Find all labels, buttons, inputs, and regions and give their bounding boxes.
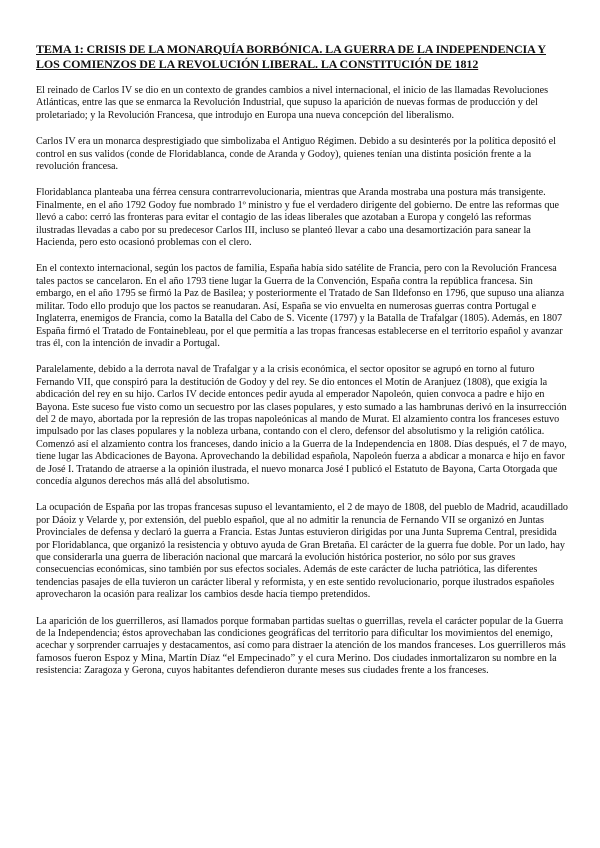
document-title: TEMA 1: CRISIS DE LA MONARQUÍA BORBÓNICA. LA GUERRA DE LA INDEPENDENCIA Y LOS COMIENZOS DE LA REVOLUCIÓN LIBERAL. LA CONSTITUCIÓN DE 1812 [36,42,547,71]
paragraph-carlos-iv-validos: Carlos IV era un monarca desprestigiado que simbolizaba el Antiguo Régimen. Debido a su desinterés por la política depositó el control en sus validos (conde de Floridablanca, conde de Aranda y Godoy), quienes tenían una distinta posición frente a la revolución francesa. [36,136,556,173]
paragraph-guerrilleros [36,616,570,678]
paragraph-occupation-juntas: La ocupación de España por las tropas francesas supuso el levantamiento, el 2 de mayo de 1808, del pueblo de Madrid, acaudillado por Dáoiz y Velarde y, por extensión, del pueblo español, que al no admitir la renuncia de Fernando VII se organizó en Juntas Provinciales de defensa y declaró la guerra a Francia. Estas Juntas estuvieron dirigidas por una Junta Suprema Central, presidida por Floridablanca, que organizó la resistencia y obtuvo ayuda de Gran Bretaña. El carácter de la guerra fue doble. Por un lado, hay que considerarla una guerra de liberación nacional que marcará la evolución histórica posterior, no sólo por sus graves consecuencias económicas, sino también por sus efectos sociales. Además de este carácter de lucha patriótica, las diferentes tendencias pasajes de ella tuvieron un carácter liberal y reformista, y en este sentido revolucionario, porque ilustrados españoles aprovecharon la ocasión para realizar los cambios desde hacía tiempo pretendidos. [36,502,568,601]
paragraph-carlos-iv-context: El reinado de Carlos IV se dio en un contexto de grandes cambios a nivel internacional, el inicio de las llamadas Revoluciones Atlánticas, entre las que se enmarca la Revolución Industrial, que supuso la aparición de nuevas formas de producción y del proletariado; y la Revolución Francesa, que introdujo en Europa una nueva concepción del liberalismo. [36,85,549,121]
guerrilleros-text-end: Dos ciudades inmortalizaron su nombre en la resistencia: Zaragoza y Gerona, cuyos habitantes defendieron durante meses sus ciudades frente a los franceses. [36,652,557,677]
paragraph-aranjuez-bayona: Paralelamente, debido a la derrota naval de Trafalgar y a la crisis económica, el sector opositor se agrupó en torno al futuro Fernando VII, que conspiró para la destitución de Godoy y del rey. Se dio entonces el Motín de Aranjuez (1808), que exigía la abdicación del rey en su hijo. Carlos IV decide entonces pedir ayuda al emperador Napoleón, quien convoca a padre e hijo en Bayona. Este suceso fue visto como un secuestro por las clases populares, y esto sumado a las hambrunas derivó en la insurrección del 2 de mayo, abortada por la represión de las tropas napoleónicas al mando de Murat. El alzamiento contra los franceses estuvo impulsado por las clases populares y la nobleza urbana, contando con el clero, defensor del absolutismo y la religión católica. Comenzó así el alzamiento contra los franceses, dando inicio a la Guerra de la Independencia en 1808. Días después, el 7 de mayo, tiene lugar las Abdicaciones de Bayona. Aprovechando la debilidad española, Napoleón fuerza a abdicar a monarca e hijo en favor de José I. Tratando de atraerse a la opinión ilustrada, el nuevo monarca José I publicó el Estatuto de Bayona, Carta Otorgada que concedía algunos derechos más allá del absolutismo. [36,364,567,487]
guerrilleros-text-start: La aparición de los guerrilleros, así llamados porque formaban partidas sueltas o guerrillas, revela el carácter popular de la Guerra de la Independencia; éstos aprovechaban las condiciones geográficas del territorio para dificultar los movimientos del enemigo, acechar y sorprender carruajes y destacamentos, así como para distraer la atención de los [36,615,564,652]
document-page [36,42,570,692]
paragraph-international-context: En el contexto internacional, según los pactos de familia, España había sido satélite de Francia, pero con la Revolución Francesa tales pactos se cancelaron. En el año 1793 tiene lugar la Guerra de la Convención, España contra la república francesa. Sin embargo, en el año 1795 se firmó la Paz de Basilea; y posteriormente el Tratado de San Ildefonso en 1796, que supuso una alianza militar. Todo ello produjo que los pactos se reanudaran. Así, España se vio envuelta en numerosas guerras contra Portugal e Inglaterra, enemigos de Francia, como la Batalla del Cabo de S. Vicente (1797) y la Batalla de Trafalgar (1805). Además, en 1807 España firmó el Tratado de Fontainebleau, por el que permitía a las tropas francesas establecerse en el territorio español y avanzar tras él, con la intención de invadir a Portugal. [36,263,565,349]
guerrilleros-text-highlight: mandos franceses. Los guerrilleros más famosos fueron Espoz y Mina, Martín Díaz “el Empecinado” y el cura Merino. [36,640,566,664]
paragraph-floridablanca-godoy: Floridablanca planteaba una férrea censura contrarrevolucionaria, mientras que Aranda mostraba una postura más transigente. Finalmente, en el año 1792 Godoy fue nombrado 1º ministro y fue el verdadero dirigente del gobierno. De entre las reformas que llevó a cabo: cerró las fronteras para evitar el contagio de las ideas liberales que azotaban a Europa y congeló las reformas ilustradas llevadas a cabo por su predecesor Carlos III, incluso se planteó llevar a cabo una desamortización para sanear la Hacienda, pero esto ocasionó problemas con el clero. [36,187,560,249]
